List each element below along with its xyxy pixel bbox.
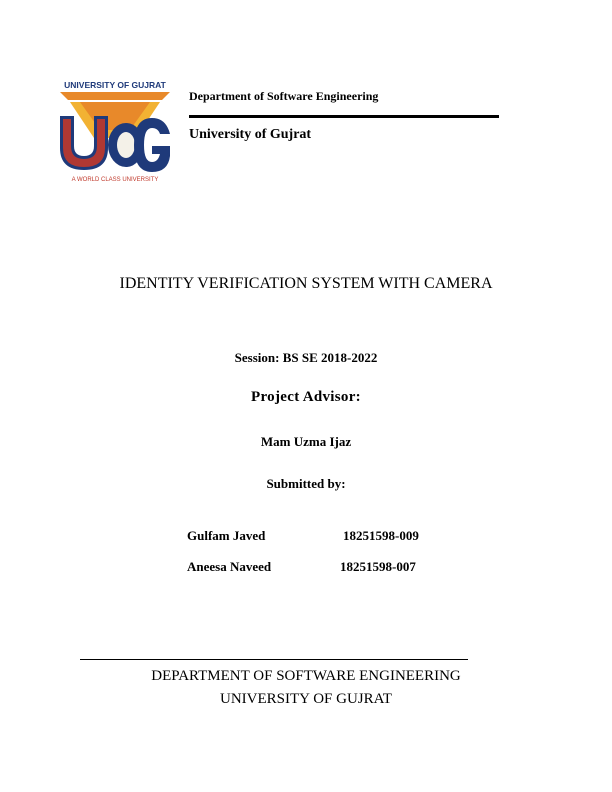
logo-tagline: A WORLD CLASS UNIVERSITY (71, 177, 159, 183)
header-divider (189, 115, 499, 118)
uog-logo-graphic (54, 78, 176, 184)
student-id: 18251598-009 (343, 528, 419, 543)
university-logo (54, 78, 176, 184)
logo-top-text: UNIVERSITY OF GUJRAT (64, 80, 166, 90)
document-title: IDENTITY VERIFICATION SYSTEM WITH CAMERA (119, 275, 493, 292)
advisor-heading: Project Advisor: (251, 389, 361, 405)
submitted-by-heading: Submitted by: (266, 476, 346, 491)
header-university: University of Gujrat (189, 127, 312, 142)
student-id: 18251598-007 (340, 559, 416, 574)
advisor-name: Mam Uzma Ijaz (260, 434, 352, 449)
footer-divider (80, 659, 468, 660)
student-name: Aneesa Naveed (187, 559, 272, 574)
header-department: Department of Software Engineering (189, 89, 379, 103)
student-name: Gulfam Javed (187, 528, 266, 543)
session-text: Session: BS SE 2018-2022 (234, 350, 378, 365)
footer-department: DEPARTMENT OF SOFTWARE ENGINEERING (151, 668, 461, 684)
footer-university: UNIVERSITY OF GUJRAT (220, 691, 392, 707)
